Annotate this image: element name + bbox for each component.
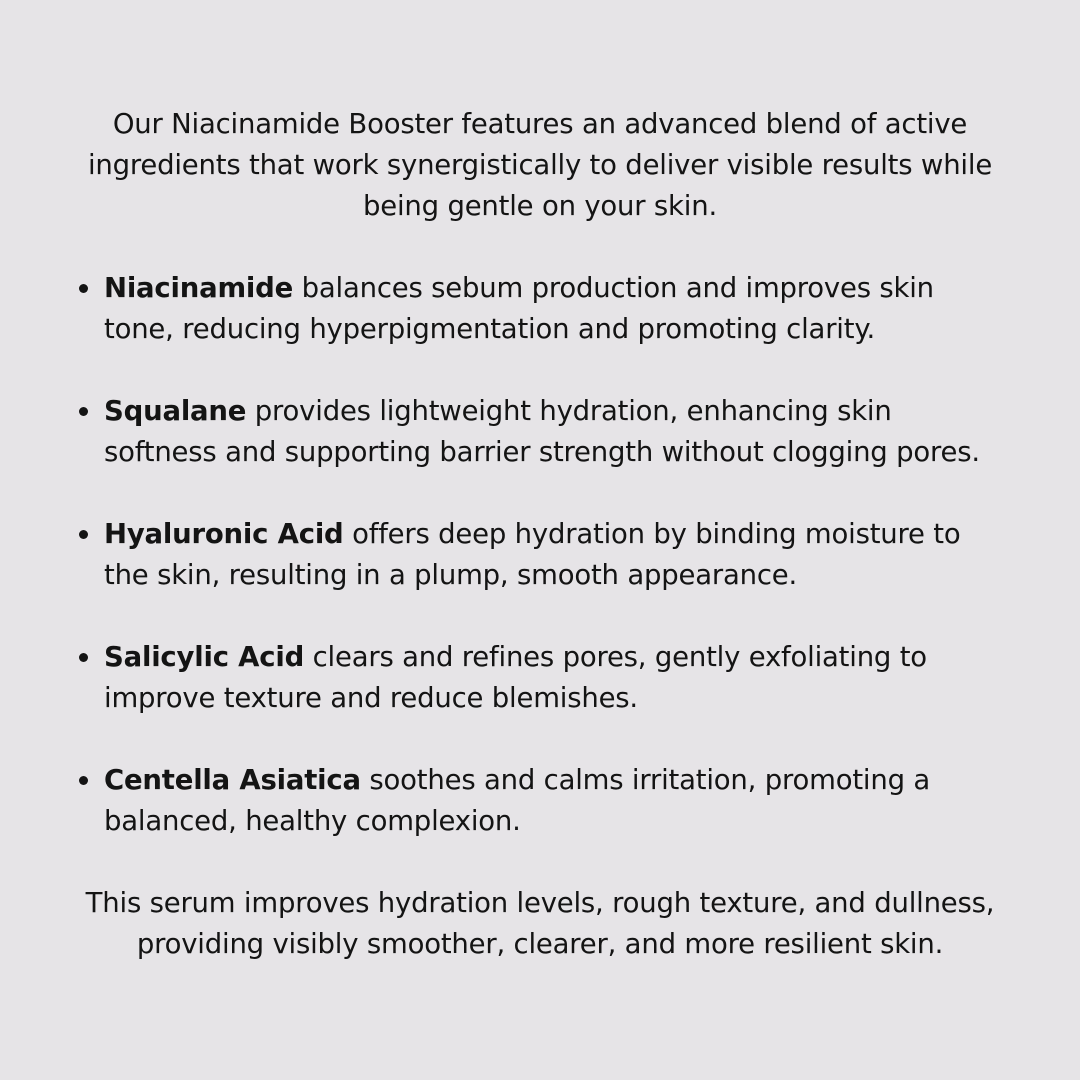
document-body	[0, 104, 1080, 965]
bullet-icon	[79, 653, 88, 662]
bullet-icon	[79, 530, 88, 539]
ingredient-name: Centella Asiatica	[104, 764, 361, 796]
ingredient-description: clears and refines pores, gently exfoliating to improve texture and reduce blemishes.	[104, 641, 927, 714]
bullet-icon	[79, 284, 88, 293]
ingredient-description: offers deep hydration by binding moisture to the skin, resulting in a plump, smooth appearance.	[104, 518, 961, 591]
intro-paragraph: Our Niacinamide Booster features an advanced blend of active ingredients that work synergistically to deliver visible results while being gentle on your skin.	[87, 108, 993, 222]
ingredient-item-niacinamide	[104, 268, 1009, 350]
ingredient-list	[104, 268, 1009, 842]
bullet-icon	[79, 776, 88, 785]
ingredient-item-squalane	[104, 391, 1009, 473]
outro-paragraph: This serum improves hydration levels, rough texture, and dullness, providing visibly smoother, clearer, and more resilient skin.	[85, 887, 995, 960]
ingredient-description: provides lightweight hydration, enhancing skin softness and supporting barrier strength without clogging pores.	[104, 395, 980, 468]
ingredient-name: Niacinamide	[104, 272, 294, 304]
ingredient-name: Hyaluronic Acid	[104, 518, 344, 550]
bullet-icon	[79, 407, 88, 416]
ingredient-item-salicylic-acid	[104, 637, 1009, 719]
ingredient-description: soothes and calms irritation, promoting a balanced, healthy complexion.	[104, 764, 931, 837]
ingredient-item-centella-asiatica	[104, 760, 1009, 842]
ingredient-name: Squalane	[104, 395, 247, 427]
ingredient-item-hyaluronic-acid	[104, 514, 1009, 596]
ingredient-name: Salicylic Acid	[104, 641, 305, 673]
ingredient-description: balances sebum production and improves skin tone, reducing hyperpigmentation and promoting clarity.	[104, 272, 934, 345]
